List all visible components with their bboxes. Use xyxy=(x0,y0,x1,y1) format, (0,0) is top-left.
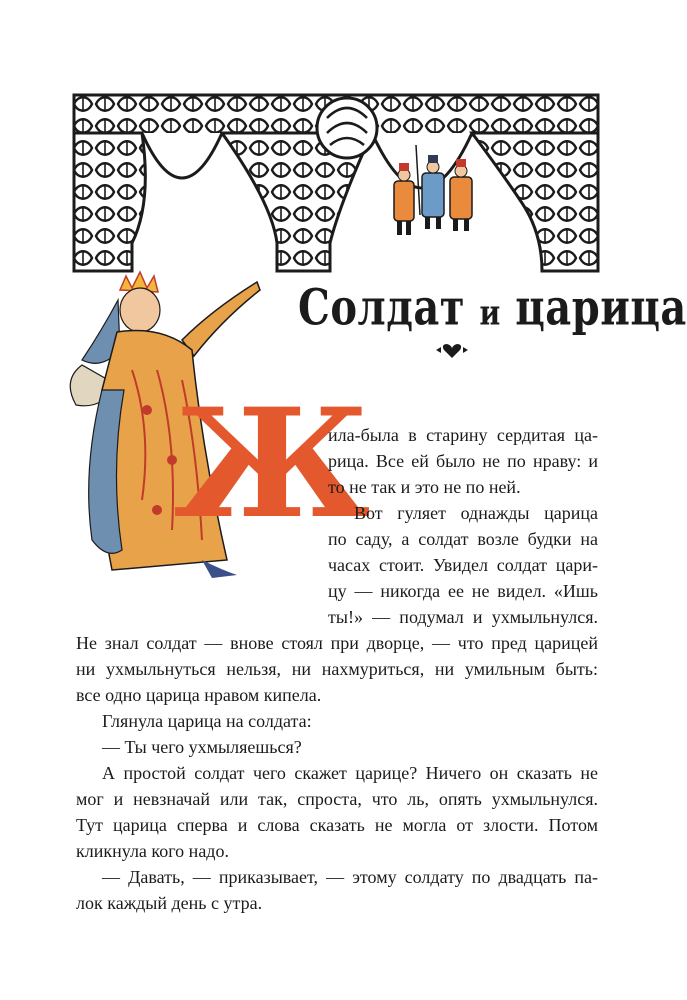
text-line: — Давать, — приказывает, — этому солдату по двадцать па- xyxy=(102,867,598,887)
story-title xyxy=(298,271,687,346)
text-line: лок каждый день с утра. xyxy=(76,893,263,913)
text-line: Не знал солдат — внове стоял при дворце, — что пред царицей xyxy=(76,633,598,653)
text-line: ила-была в старину сердитая ца- xyxy=(328,425,598,445)
title-word-2: и xyxy=(479,291,501,333)
text-line: все одно царица нравом кипела. xyxy=(76,685,322,705)
title-word-3: царица xyxy=(515,278,687,337)
heart-ornament xyxy=(435,340,469,360)
text-line: ты!» — подумал и ухмыльнулся. xyxy=(328,607,598,627)
text-line: Тут царица сперва и слова сказать не могла от злости. Потом xyxy=(76,815,598,835)
text-line: то не так и это не по ней. xyxy=(328,477,521,497)
text-line: Глянула царица на солдата: xyxy=(102,711,312,731)
text-line: кликнула кого надо. xyxy=(76,841,229,861)
text-line: рица. Все ей было не по нраву: и xyxy=(328,451,598,471)
text-line: мог и невзначай или так, спроста, что ль, опять ухмыльнулся. xyxy=(76,789,598,809)
drop-cap-letter: Ж xyxy=(173,376,371,552)
text-line: часах стоит. Увидел солдат цари- xyxy=(328,555,598,575)
header-ornament xyxy=(72,93,600,271)
text-line: А простой солдат чего скажет царице? Ничего он сказать не xyxy=(102,763,598,783)
text-line: Вот гуляет однажды царица xyxy=(354,503,598,523)
drop-cap xyxy=(173,376,371,552)
text-line: ни ухмыльнуться нельзя, ни нахмуриться, ни умильным быть: xyxy=(76,659,598,679)
text-line: цу — никогда ее не видел. «Ишь xyxy=(328,581,598,601)
text-line: — Ты чего ухмыляешься? xyxy=(102,737,302,757)
text-line: по саду, а солдат возле будки на xyxy=(328,529,598,549)
title-word-1: Солдат xyxy=(298,278,466,337)
